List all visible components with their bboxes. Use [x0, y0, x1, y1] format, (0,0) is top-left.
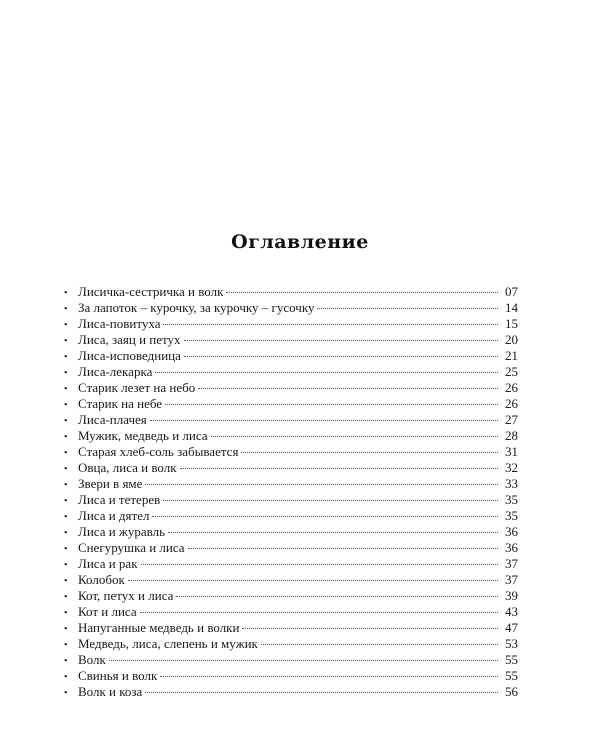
dot-leader	[155, 372, 498, 373]
bullet-icon: •	[64, 624, 68, 635]
toc-entry-title: Кот и лиса	[78, 604, 137, 619]
dot-leader	[198, 388, 498, 389]
bullet-icon: •	[64, 544, 68, 555]
toc-entry	[64, 508, 518, 524]
toc-entry-title: Лиса и дятел	[78, 508, 150, 523]
toc-entry	[64, 348, 518, 364]
toc-entry-page-number: 32	[505, 460, 518, 475]
toc-entry-title: Напуганные медведь и волки	[78, 620, 240, 635]
toc-entry	[64, 412, 518, 428]
dot-leader	[168, 532, 498, 533]
bullet-icon: •	[64, 304, 68, 315]
page-title: Оглавление	[231, 231, 369, 253]
bullet-icon: •	[64, 480, 68, 491]
toc-entry-title: Старик на небе	[78, 396, 163, 411]
toc-entry-title: Лиса и журавль	[78, 524, 166, 539]
toc-entry-title: За лапоток – курочку, за курочку – гусочку	[78, 300, 315, 315]
toc-entry	[64, 636, 518, 652]
toc-entry-title: Лиса-лекарка	[78, 364, 153, 379]
bullet-icon: •	[64, 640, 68, 651]
toc-entry	[64, 380, 518, 396]
toc-entry-page-number: 37	[505, 556, 518, 571]
bullet-icon: •	[64, 336, 68, 347]
dot-leader	[109, 660, 498, 661]
toc-entry-page-number: 36	[505, 524, 518, 539]
dot-leader	[184, 356, 498, 357]
dot-leader	[140, 612, 498, 613]
bullet-icon: •	[64, 432, 68, 443]
toc-entry	[64, 684, 518, 700]
toc-entry-page-number: 21	[505, 348, 518, 363]
toc-entry-title: Лиса-исповедница	[78, 348, 181, 363]
dot-leader	[165, 404, 498, 405]
toc-entry-page-number: 15	[505, 316, 518, 331]
toc-entry-page-number: 20	[505, 332, 518, 347]
toc-entry-page-number: 27	[505, 412, 518, 427]
toc-entry-title: Кот, петух и лиса	[78, 588, 174, 603]
toc-entry-title: Лиса-плачея	[78, 412, 147, 427]
toc-entry-title: Лисичка-сестричка и волк	[78, 284, 224, 299]
toc-entry-title: Лиса и тетерев	[78, 492, 161, 507]
dot-leader	[184, 340, 498, 341]
dot-leader	[128, 580, 498, 581]
bullet-icon: •	[64, 576, 68, 587]
toc-entry-title: Старая хлеб-соль забывается	[78, 444, 239, 459]
bullet-icon: •	[64, 464, 68, 475]
dot-leader	[145, 692, 498, 693]
toc-entry-title: Свинья и волк	[78, 668, 158, 683]
toc-entry-page-number: 55	[505, 652, 518, 667]
toc-entry-title: Лиса, заяц и петух	[78, 332, 181, 347]
bullet-icon: •	[64, 448, 68, 459]
toc-entry	[64, 524, 518, 540]
dot-leader	[261, 644, 498, 645]
bullet-icon: •	[64, 672, 68, 683]
toc-entry-title: Снегурушка и лиса	[78, 540, 185, 555]
dot-leader	[242, 628, 498, 629]
table-of-contents	[64, 284, 518, 700]
toc-entry-title: Лиса и рак	[78, 556, 138, 571]
toc-entry	[64, 316, 518, 332]
toc-entry-page-number: 56	[505, 684, 518, 699]
toc-entry-title: Звери в яме	[78, 476, 143, 491]
dot-leader	[160, 676, 498, 677]
toc-entry-page-number: 43	[505, 604, 518, 619]
toc-entry	[64, 300, 518, 316]
bullet-icon: •	[64, 288, 68, 299]
bullet-icon: •	[64, 512, 68, 523]
toc-entry	[64, 428, 518, 444]
dot-leader	[145, 484, 498, 485]
dot-leader	[163, 324, 498, 325]
dot-leader	[176, 596, 498, 597]
bullet-icon: •	[64, 528, 68, 539]
toc-entry-page-number: 26	[505, 396, 518, 411]
toc-entry-page-number: 47	[505, 620, 518, 635]
toc-entry-title: Старик лезет на небо	[78, 380, 196, 395]
toc-entry-page-number: 35	[505, 508, 518, 523]
toc-entry-page-number: 33	[505, 476, 518, 491]
bullet-icon: •	[64, 368, 68, 379]
toc-entry	[64, 460, 518, 476]
toc-entry-page-number: 14	[505, 300, 518, 315]
bullet-icon: •	[64, 320, 68, 331]
dot-leader	[180, 468, 498, 469]
dot-leader	[211, 436, 498, 437]
toc-entry-title: Мужик, медведь и лиса	[78, 428, 208, 443]
toc-entry	[64, 476, 518, 492]
toc-entry-page-number: 37	[505, 572, 518, 587]
dot-leader	[150, 420, 498, 421]
toc-entry-title: Медведь, лиса, слепень и мужик	[78, 636, 258, 651]
bullet-icon: •	[64, 496, 68, 507]
toc-entry-page-number: 25	[505, 364, 518, 379]
bullet-icon: •	[64, 352, 68, 363]
toc-entry	[64, 540, 518, 556]
bullet-icon: •	[64, 688, 68, 699]
toc-entry-page-number: 35	[505, 492, 518, 507]
bullet-icon: •	[64, 560, 68, 571]
toc-entry-page-number: 39	[505, 588, 518, 603]
toc-entry	[64, 620, 518, 636]
bullet-icon: •	[64, 400, 68, 411]
bullet-icon: •	[64, 592, 68, 603]
toc-entry-page-number: 55	[505, 668, 518, 683]
toc-entry-title: Волк	[78, 652, 106, 667]
toc-entry	[64, 444, 518, 460]
toc-entry-title: Волк и коза	[78, 684, 143, 699]
toc-entry-page-number: 07	[505, 284, 518, 299]
toc-entry-title: Колобок	[78, 572, 125, 587]
toc-entry	[64, 332, 518, 348]
dot-leader	[317, 308, 498, 309]
toc-entry	[64, 364, 518, 380]
toc-entry-page-number: 53	[505, 636, 518, 651]
dot-leader	[141, 564, 498, 565]
toc-entry	[64, 572, 518, 588]
toc-entry-page-number: 36	[505, 540, 518, 555]
dot-leader	[241, 452, 498, 453]
dot-leader	[188, 548, 498, 549]
toc-entry-page-number: 26	[505, 380, 518, 395]
toc-entry	[64, 556, 518, 572]
toc-entry	[64, 668, 518, 684]
toc-entry-title: Лиса-повитуха	[78, 316, 161, 331]
dot-leader	[152, 516, 498, 517]
toc-entry-page-number: 31	[505, 444, 518, 459]
bullet-icon: •	[64, 384, 68, 395]
toc-entry	[64, 492, 518, 508]
toc-entry	[64, 284, 518, 300]
toc-entry	[64, 604, 518, 620]
toc-entry-title: Овца, лиса и волк	[78, 460, 177, 475]
bullet-icon: •	[64, 416, 68, 427]
bullet-icon: •	[64, 608, 68, 619]
toc-entry	[64, 396, 518, 412]
bullet-icon: •	[64, 656, 68, 667]
toc-entry-page-number: 28	[505, 428, 518, 443]
toc-entry	[64, 652, 518, 668]
toc-entry	[64, 588, 518, 604]
dot-leader	[226, 292, 498, 293]
dot-leader	[163, 500, 498, 501]
